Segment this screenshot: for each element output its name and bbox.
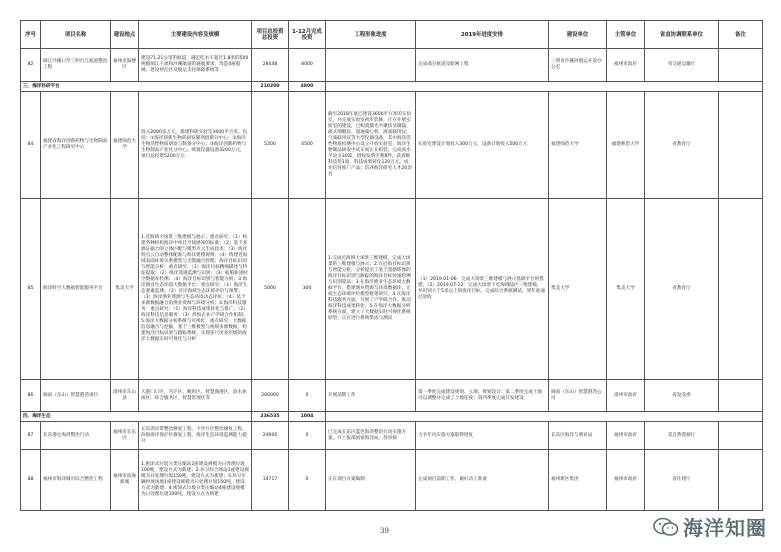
total-investment: 14717 xyxy=(252,450,289,511)
total-investment: 5000 xyxy=(252,199,289,380)
section-row xyxy=(21,412,763,422)
progress-status: 开展前期工作 xyxy=(326,380,416,412)
supervisor-unit: 福州市政府 xyxy=(607,422,645,450)
project-name: 长乐港仓海湾整治行动 xyxy=(41,422,111,450)
header-cell: 建设地点 xyxy=(111,21,139,49)
row-number: 85 xyxy=(21,199,41,380)
remark xyxy=(719,49,763,82)
header-cell: 省直协调联系单位 xyxy=(645,21,719,49)
project-location: 集美大学 xyxy=(111,199,139,380)
section-blank xyxy=(326,412,763,422)
progress-status: 正在项目方案编制 xyxy=(326,450,416,511)
coordination-unit: 省住建厅 xyxy=(645,450,719,511)
row-number: 86 xyxy=(21,380,41,412)
wechat-icon xyxy=(653,517,679,537)
annual-plan: （1）2019.01-06：完成大场景三维建模与展示基础平台的搭建；（2）2019.07-12：完成大场景下近海域陆区三维建模，并识别大于5米以上的海洋目标，完成综合系统测试，到年底通过验收 xyxy=(416,199,549,380)
header-cell: 1-12月完成投资 xyxy=(289,21,326,49)
completed-investment: 0 xyxy=(289,422,326,450)
project-name: 闽南（东山）智慧港湾项目 xyxy=(41,380,111,412)
page-number: 39 xyxy=(380,527,389,535)
project-content: 建设71.21公里的航道，满足吃水不超过1.8米的500吨级闽江干流和沙溪航道的通航要求，改造4座船闸、建设停泊区及航运支持保障系统等 xyxy=(139,49,252,82)
builder-unit: 闽南（东山）智慧港湾公司 xyxy=(549,380,607,412)
supervisor-unit: 福州市政府 xyxy=(607,49,645,82)
progress-status xyxy=(326,49,416,82)
section-title: 三、海洋科研平台 xyxy=(21,82,252,92)
project-name: 福州市海洋城市综合整治工程 xyxy=(41,450,111,511)
remark xyxy=(719,199,763,380)
supervisor-unit: 福建师范大学 xyxy=(607,92,645,199)
progress-status: 已完成长乐区蓝色海湾整治行动实施方案，并上报部国家海洋局；待审核 xyxy=(326,422,416,450)
table-row xyxy=(21,450,763,511)
row-number: 87 xyxy=(21,422,41,450)
section-total: 210200 xyxy=(252,82,289,92)
project-name: 福建省海洋创新药物与生物制品产业化工程研究中心 xyxy=(41,92,111,199)
progress-status: 截至2018年底已建设3600平方米的实验室，并完成实验室初步装修，正在开展实验室的建设，已购置激光共聚焦显微镜、流式细胞仪、超速离心机、液质联用仪、气质联用仪等大型仪器设备，其中海洋活性物质检测中心设立开放实验室，海洋生物制品研发中试车间正在组装。完成高水平论文30篇，授权发明专利8件，获省级科技奖1项，科技成果转化120万元，成功培育推广产品；培养海洋研究人才20余名 xyxy=(326,92,416,199)
annual-plan: 完成项目前期工作，做好动工准备 xyxy=(416,450,549,511)
header-cell: 工程形象进度 xyxy=(326,21,416,49)
row-number: 88 xyxy=(21,450,41,511)
project-content: 1.近海域大场景三维建模与展示；重点研究：（1）构建各种机构海洋中单目空间感知的标准；（2）基于多源证据合的立体匹配与模型点云生成技术；（3）海洋特点云自动整体配准与海洋建模规则；（4）构建近海域表面环境关系模型与无缝融合管理；海洋目标识别与智能分析：重点研究：（1）海洋目标精细描述与特征提取；（2）海洋遥感监测与识别；（3）船舶轨迹时空数据库检测；（4）海洋目标识别与智能分析；3.海洋渔业生态环境大数据平台：重点研究：（1）海洋生态要素监测；（2）近岸海域生态环境评价与预警；（3）海洋渔业资源与生态环境动态评价；（4）基于多源数据融合的渔业资源与环境分析；4.海洋科技服务：重点研究：（1）海洋科技成果转化与推广；（2）海洋科技信息服务；（3）涉海企业产学研合作机制；5.海洋大数据分析系统与可视化；重点研究：大数据信息融合与挖掘，基于三维模型与视频多源数据，构建海洋目标识别与跟踪系统，实现多尺度多层级的海洋大数据实时可视化与分析 xyxy=(139,199,252,380)
annual-plan: 实验室建设计划投入300万元，设备计划投入500万元 xyxy=(416,92,549,199)
coordination-unit: 省教育厅 xyxy=(645,199,719,380)
table-row xyxy=(21,49,763,82)
coordination-unit: 省交通运输厅 xyxy=(645,49,719,82)
completed-investment: 0 xyxy=(289,380,326,412)
project-location: 漳州市东山县 xyxy=(111,380,139,412)
coordination-unit: 省教育厅 xyxy=(645,92,719,199)
table-row xyxy=(21,92,763,199)
table-row xyxy=(21,380,763,412)
project-table xyxy=(20,20,763,511)
watermark xyxy=(653,512,767,541)
total-investment: 28448 xyxy=(252,49,289,82)
remark xyxy=(719,422,763,450)
project-content: 投入2000多万元，新建科研实验室3600平方米。包括：①海洋创新生物药研发制剂创新分中心；②海洋生物活性物质研发与制备分中心；③海洋创新药物与生物制品产业化分中心。购置仪器设备3200万元，项目总投资5200万元 xyxy=(139,92,252,199)
header-cell: 序号 xyxy=(21,21,41,49)
annual-plan: 第一季度完成建设规划、立项、规划设计；第二季度完成土地可以调整并完成了土地征收；第四季度完成开发建设 xyxy=(416,380,549,412)
builder-unit: 长乐区海洋与渔业局 xyxy=(549,422,607,450)
completed-investment: 0 xyxy=(289,450,326,511)
planning-table-page xyxy=(20,20,762,511)
watermark-text: 海洋知圈 xyxy=(683,516,767,540)
header-cell: 主要建设内容及规模 xyxy=(139,21,252,49)
header-cell: 项目总投资总投资 xyxy=(252,21,289,49)
header-cell: 项目名称 xyxy=(41,21,111,49)
section-total: 236535 xyxy=(252,412,289,422)
total-investment: 5200 xyxy=(252,92,289,199)
header-cell: 2019年进度安排 xyxy=(416,21,549,49)
builder-unit: 集美大学 xyxy=(549,199,607,380)
builder-unit: 福建师范大学 xyxy=(549,92,607,199)
coordination-unit: 省自然资源厅 xyxy=(645,422,719,450)
project-content: 长乐湾岸带整治修复工程，下沙片区整治修复工程、滨海海洋保护区修复工程、海洋生态环境监测能力提升 xyxy=(139,422,252,450)
table-row xyxy=(21,199,763,380)
project-name: 闽江沙溪口至三明台江航道整治工程 xyxy=(41,49,111,82)
table-row xyxy=(21,422,763,450)
section-done: 1004 xyxy=(289,412,326,422)
remark xyxy=(719,92,763,199)
remark xyxy=(719,380,763,412)
annual-plan: 完成部分航道及船闸工程 xyxy=(416,49,549,82)
builder-unit: 三明市沙溪河航运开发办公室 xyxy=(549,49,607,82)
project-content: 1.密闭式垃圾分类压缩站2座建设规模为日处理垃圾100吨，建设方式为新建；2.环卫综合场站1座建设规模为日处理垃圾150吨，建设方式为新建；3.环卫车辆停放场地1座建设规模为日处理垃圾150吨，建设方式为新建；4.密闭式垃圾分类压缩站4座建设规模为日处理垃圾100吨，建设方式为新建 xyxy=(139,450,252,511)
section-blank xyxy=(326,82,763,92)
project-location: 福州市长乐区 xyxy=(111,422,139,450)
row-number: 84 xyxy=(21,92,41,199)
header-cell: 主管单位 xyxy=(607,21,645,49)
progress-status: 1.完成近海域大场景三维建模，完成大场景的三维建模与展示；2.在近海目标识别与智能分析，分析提出了基于遥感影像的海洋目标识别与跟踪的海洋目标快速检测与识别算法；3.在海洋渔业生态环境大数据平台，搭建渔业资源与环境数据库，完成生态环境评价模型框架研究；4.在海洋科技服务方面，开展了产学研合作，推动海洋科技成果转化；5.在海洋大数据分析系统方面，建立了大数据实时可视化系统原型，正在进行系统集成与测试 xyxy=(326,199,416,380)
project-location: 福州市鼓楼区 xyxy=(111,49,139,82)
supervisor-unit: 漳州市政府 xyxy=(607,380,645,412)
supervisor-unit: 集美大学 xyxy=(607,199,645,380)
project-name: 海洋时空大数据智能服务平台 xyxy=(41,199,111,380)
total-investment: 24900 xyxy=(252,422,289,450)
remark xyxy=(719,450,763,511)
annual-plan: 力争年内实施方案取得批复 xyxy=(416,422,549,450)
project-location: 福州市滨海新城 xyxy=(111,450,139,511)
completed-investment: 8000 xyxy=(289,49,326,82)
completed-investment: 300 xyxy=(289,199,326,380)
table-header-row xyxy=(21,21,763,49)
builder-unit: 福州新区集团 xyxy=(549,450,607,511)
section-title: 四、海洋生态 xyxy=(21,412,252,422)
coordination-unit: 省发改委 xyxy=(645,380,719,412)
completed-investment: 4500 xyxy=(289,92,326,199)
header-cell: 建设单位 xyxy=(549,21,607,49)
section-done: 4800 xyxy=(289,82,326,92)
total-investment: 200000 xyxy=(252,380,289,412)
project-content: 大港门口区、宫仔区、鲍鱼区、智慧渔港区、滨水休闲区、综合服务区、智慧管理区等 xyxy=(139,380,252,412)
header-cell: 备注 xyxy=(719,21,763,49)
supervisor-unit: 福州市政府 xyxy=(607,450,645,511)
project-location: 福建师范大学 xyxy=(111,92,139,199)
row-number: 82 xyxy=(21,49,41,82)
section-row xyxy=(21,82,763,92)
